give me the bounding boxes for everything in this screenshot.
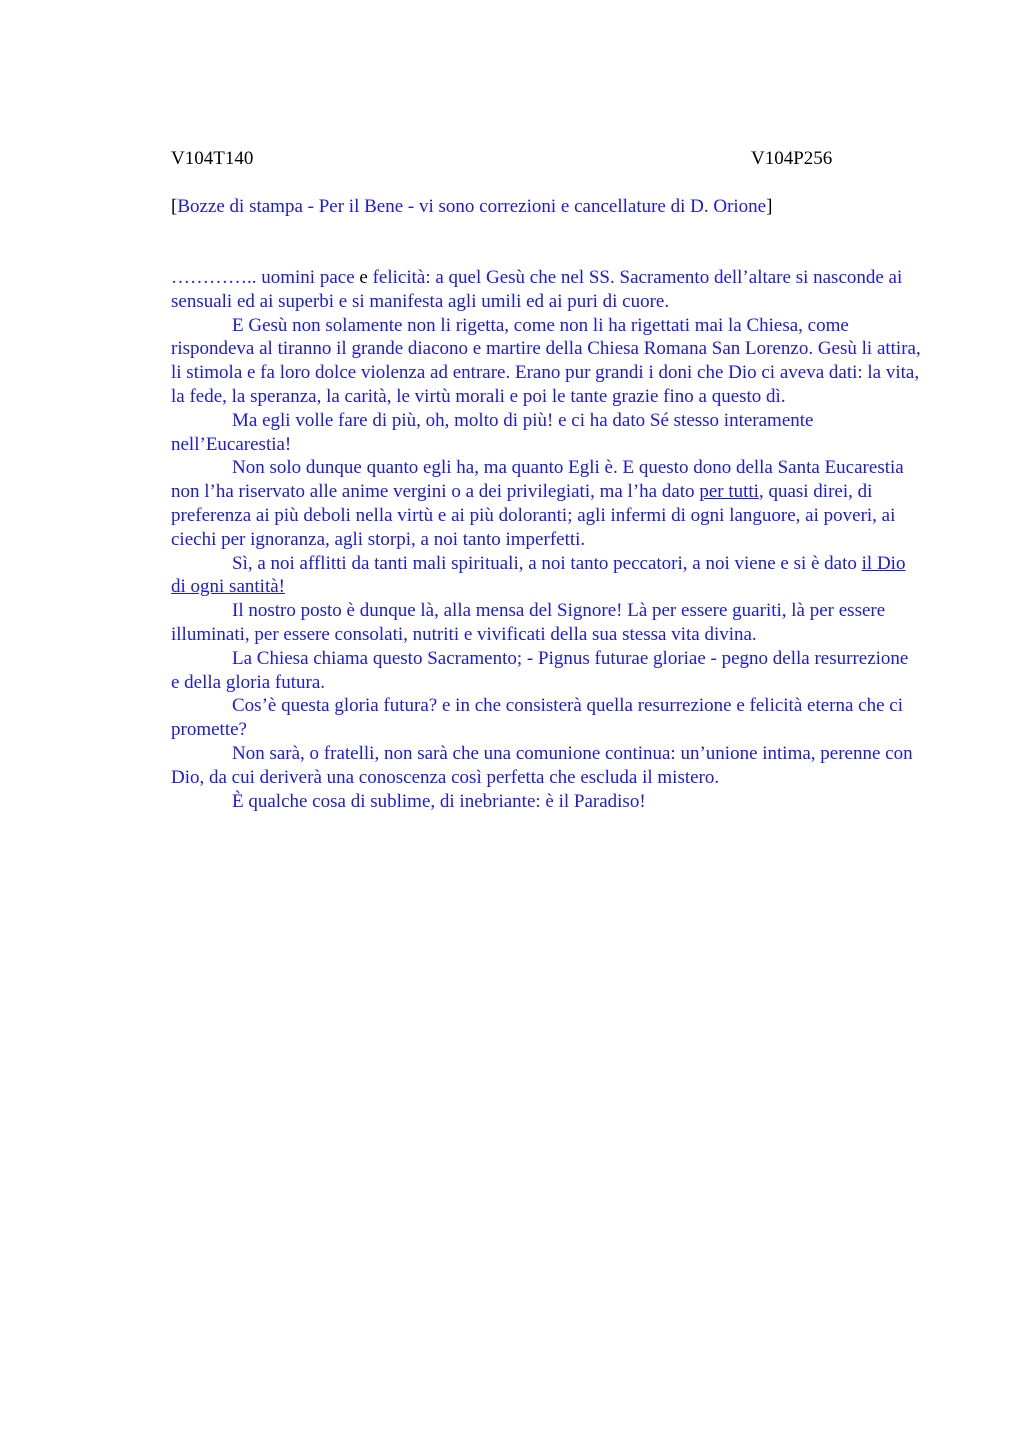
reference-code-left: V104T140 (171, 148, 254, 169)
paragraph-4-part-a: Non solo dunque quanto egli ha, ma quanto Egli è. E questo dono della Santa Eucarestia non l’ha riservato alle anime vergini o a dei privilegiati, ma l’ha dato (171, 457, 904, 503)
paragraph-2: E Gesù non solamente non li rigetta, come non li ha rigettati mai la Chiesa, come rispondeva al tiranno il grande diacono e martire della Chiesa Romana San Lorenzo. Gesù li attira, li stimola e fa loro dolce violenza ad entrare. Erano pur grandi i doni che Dio ci aveva dati: la vita, la fede, la speranza, la carità, le virtù morali e poi le tante grazie fino a questo dì. (171, 314, 921, 407)
note-open-bracket: [ (171, 196, 178, 217)
note-close-bracket: ] (766, 196, 773, 217)
paragraph-8: Cos’è questa gloria futura? e in che consisterà quella resurrezione e felicità eterna che ci promette? (171, 695, 904, 741)
editorial-note (171, 195, 772, 219)
paragraph-4 (171, 456, 921, 551)
paragraph-3: Ma egli volle fare di più, oh, molto di più! e ci ha dato Sé stesso interamente nell’Eucarestia! (171, 409, 814, 455)
paragraph-6: Il nostro posto è dunque là, alla mensa del Signore! Là per essere guariti, là per essere illuminati, per essere consolati, nutriti e vivificati della sua stessa vita divina. (171, 600, 886, 645)
note-text: Bozze di stampa - Per il Bene - vi sono correzioni e cancellature di D. Orione (177, 196, 767, 217)
paragraph-4-underlined: per tutti (699, 481, 759, 503)
paragraph-4-part-b: , quasi direi, di preferenza ai più deboli nella virtù e ai più doloranti; agli infermi di ogni languore, ai poveri, ai ciechi per ignoranza, agli storpi, a noi tanto imperfetti. (171, 481, 896, 550)
paragraph-7: La Chiesa chiama questo Sacramento; - Pignus futurae gloriae - pegno della resurrezione e della gloria futura. (171, 647, 909, 693)
reference-code-right: V104P256 (751, 148, 833, 169)
paragraph-1 (171, 266, 921, 314)
paragraph-5-part-a: Sì, a noi afflitti da tanti mali spirituali, a noi tanto peccatori, a noi viene e si è dato (232, 552, 862, 574)
document-body (171, 266, 921, 813)
paragraph-5 (171, 552, 921, 600)
paragraph-9: Non sarà, o fratelli, non sarà che una comunione continua: un’unione intima, perenne con Dio, da cui deriverà una conoscenza così perfetta che escluda il mistero. (171, 742, 913, 788)
paragraph-10: È qualche cosa di sublime, di inebriante: è il Paradiso! (232, 790, 646, 812)
paragraph-1-part-c: felicità: a quel Gesù che nel SS. Sacramento dell’altare si nasconde ai sensuali ed ai superbi e si manifesta agli umili ed ai puri di cuore. (171, 267, 903, 312)
paragraph-5-underlined: il Dio di ogni santità! (171, 552, 906, 598)
paragraph-1-part-b: e (354, 267, 373, 288)
paragraph-1-part-a: ………….. uomini pace (171, 267, 355, 288)
